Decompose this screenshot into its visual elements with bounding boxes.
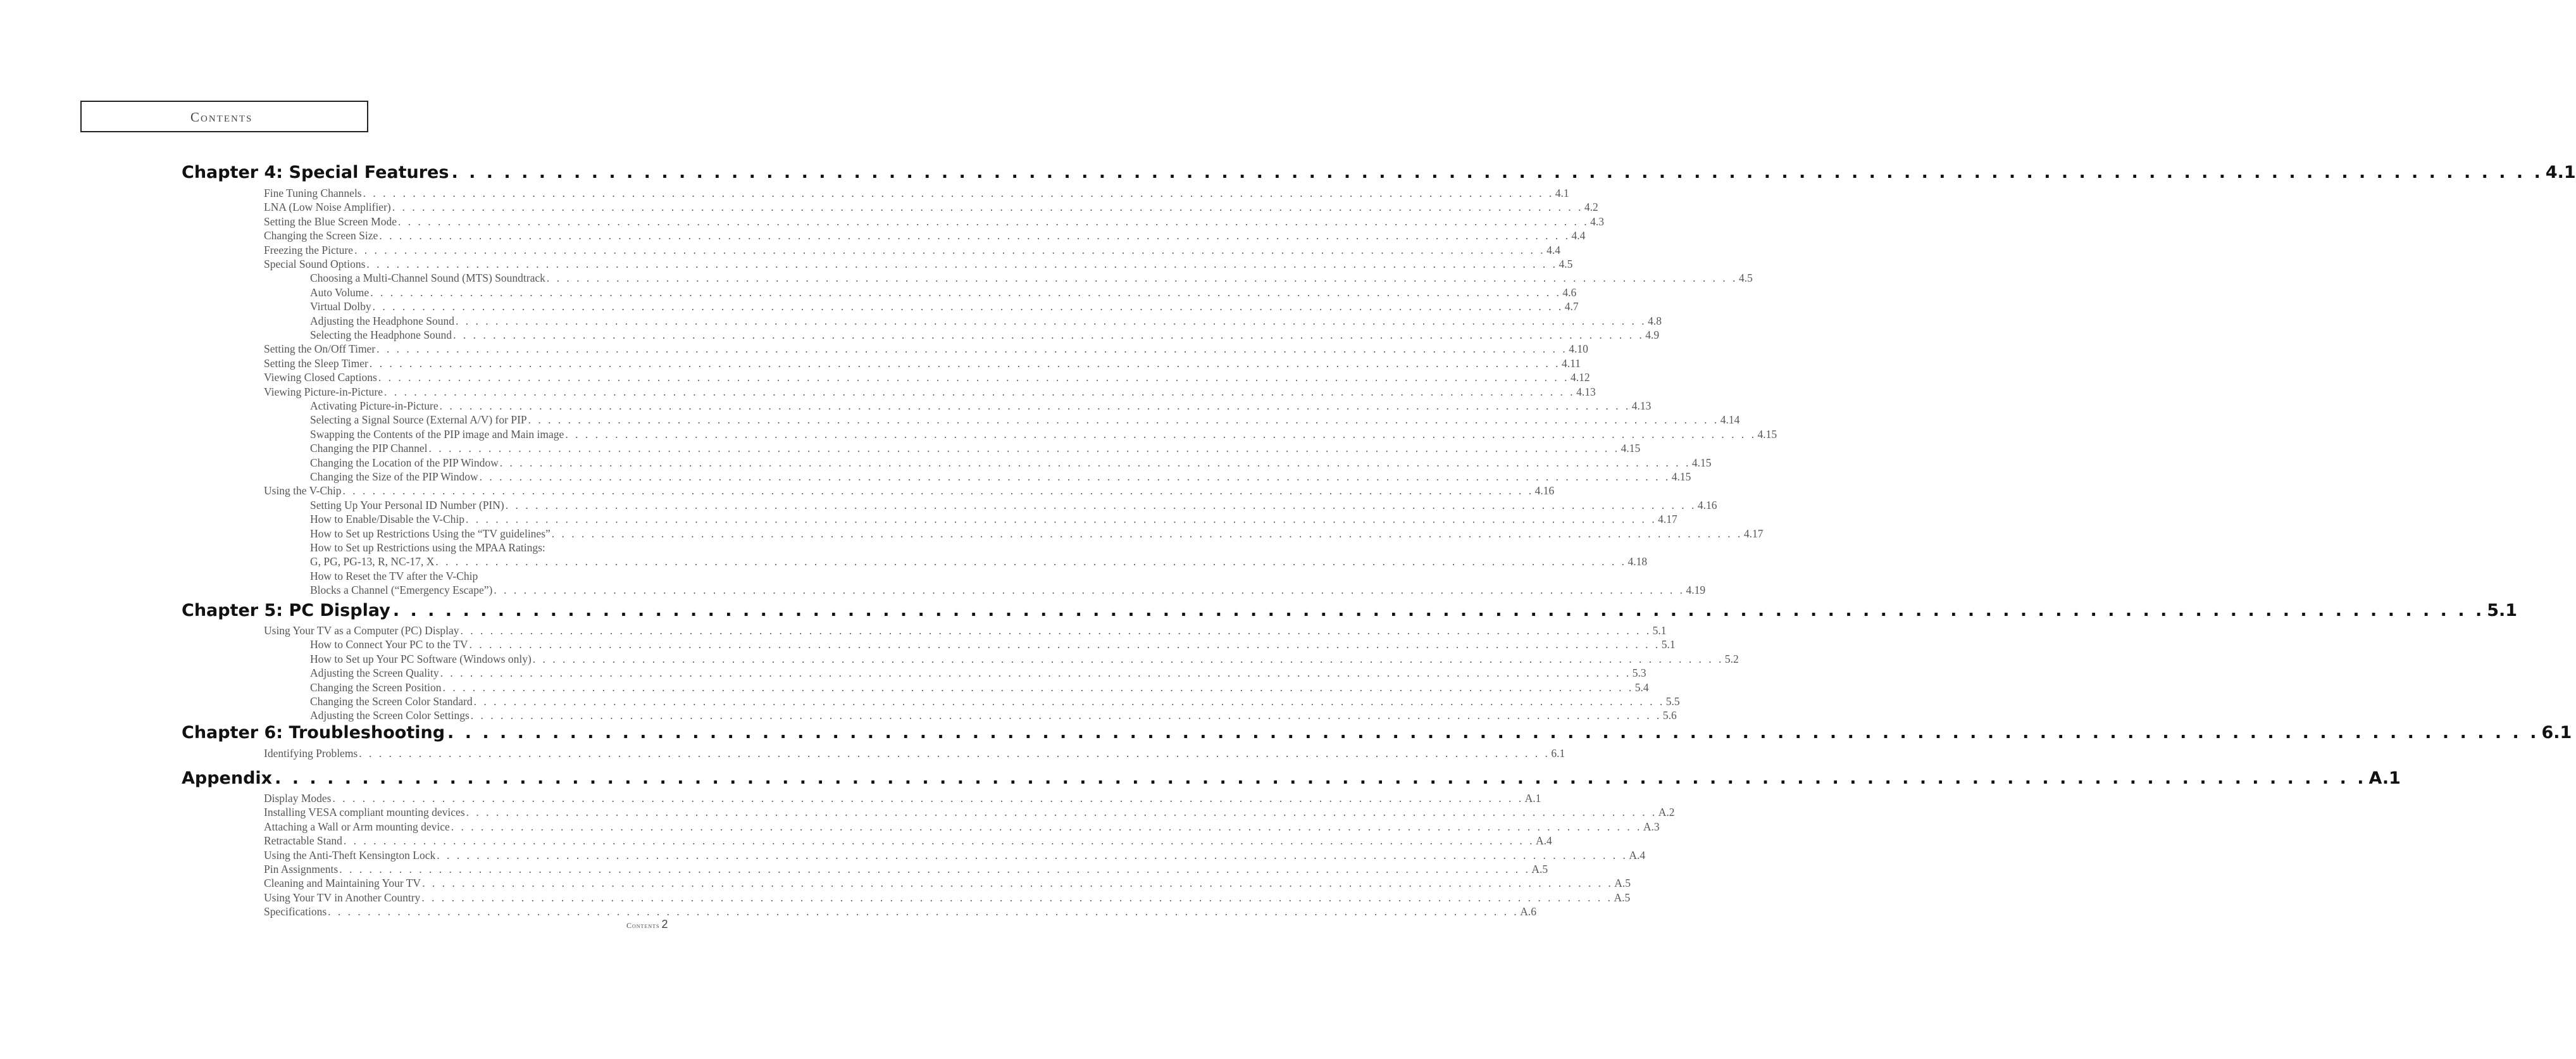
dot-leader: . . . . . . . . . . . . . . . . . . . . . . . . . . . . . . . . . . . . . . . . . . . . . . . . . . . . . . . . . . . . . . . . . . . . . . . . . . . . . . . . . . . . . . . . . . . . . . . . . . . . . . . . . . . . . . . . . . . . . . . . <box>479 470 1671 483</box>
dot-leader: . . . . . . . . . . . . . . . . . . . . . . . . . . . . . . . . . . . . . . . . . . . . . . . . . . . . . . . . . . . . . . . . . . . . . . . . . . . . . . . . . . . . . . . . . . . . . . . . . . . . . . . . . . . . . . . . . . . . . . . . <box>437 848 1628 862</box>
toc-entry-page-number: 4.6 <box>1562 285 1577 299</box>
toc-entry-page-number: A.4 <box>1629 848 1646 862</box>
toc-entry <box>264 820 1660 834</box>
toc-entry <box>264 215 1604 229</box>
toc-entry-title: Changing the Screen Color Standard <box>310 695 473 708</box>
toc-entry-title: Special Sound Options <box>264 258 366 270</box>
toc-entry-title: Changing the PIP Channel <box>310 442 428 455</box>
toc-entry <box>310 637 1676 651</box>
dot-leader: . . . . . . . . . . . . . . . . . . . . . . . . . . . . . . . . . . . . . . . . . . . . . . . . . . . . . . . . . . . . . . . . . . . . . . . . . . . . . . . . . . . . . . . . . . . . . . . . . . . . . . . . . . . . . . . . . . . . . . . . <box>451 163 2543 182</box>
chapter-title: Chapter 4: Special Features <box>182 163 449 182</box>
toc-entry <box>264 186 1569 200</box>
dot-leader: . . . . . . . . . . . . . . . . . . . . . . . . . . . . . . . . . . . . . . . . . . . . . . . . . . . . . . . . . . . . . . . . . . . . . . . . . . . . . . . . . . . . . . . . . . . . . . . . . . . . . . . . . . . . . . . . . . . . . . . . <box>372 300 1564 313</box>
dot-leader: . . . . . . . . . . . . . . . . . . . . . . . . . . . . . . . . . . . . . . . . . . . . . . . . . . . . . . . . . . . . . . . . . . . . . . . . . . . . . . . . . . . . . . . . . . . . . . . . . . . . . . . . . . . . . . . . . . . . . . . . <box>565 427 1757 441</box>
chapter-heading <box>182 764 2401 788</box>
toc-entry <box>310 666 1646 680</box>
toc-entry-title: Swapping the Contents of the PIP image and Main image <box>310 427 564 441</box>
dot-leader: . . . . . . . . . . . . . . . . . . . . . . . . . . . . . . . . . . . . . . . . . . . . . . . . . . . . . . . . . . . . . . . . . . . . . . . . . . . . . . . . . . . . . . . . . . . . . . . . . . . . . . . . . . . . . . . . . . . . . . . . <box>343 834 1535 848</box>
toc-entry-title: Virtual Dolby <box>310 300 371 313</box>
toc-entry-page-number: A.2 <box>1658 806 1675 819</box>
toc-entry <box>310 271 1753 285</box>
toc-entry-title: Setting the On/Off Timer <box>264 342 376 356</box>
toc-entry-title: Setting Up Your Personal ID Number (PIN) <box>310 498 504 511</box>
toc-entry-page-number: 4.7 <box>1564 300 1579 313</box>
chapter-title: Appendix <box>182 768 273 788</box>
toc-entry-title: How to Set up Your PC Software (Windows only) <box>310 652 532 665</box>
page-footer <box>626 918 668 931</box>
chapter-page-number: 6.1 <box>2541 723 2572 743</box>
toc-entry <box>310 652 1739 666</box>
dot-leader: . . . . . . . . . . . . . . . . . . . . . . . . . . . . . . . . . . . . . . . . . . . . . . . . . . . . . . . . . . . . . . . . . . . . . . . . . . . . . . . . . . . . . . . . . . . . . . . . . . . . . . . . . . . . . . . . . . . . . . . . <box>397 215 1590 228</box>
dot-leader: . . . . . . . . . . . . . . . . . . . . . . . . . . . . . . . . . . . . . . . . . . . . . . . . . . . . . . . . . . . . . . . . . . . . . . . . . . . . . . . . . . . . . . . . . . . . . . . . . . . . . . . . . . . . . . . . . . . . . . . . <box>470 709 1662 722</box>
toc-entry <box>310 498 1717 512</box>
toc-entry-title: Selecting a Signal Source (External A/V) for PIP <box>310 413 527 427</box>
dot-leader: . . . . . . . . . . . . . . . . . . . . . . . . . . . . . . . . . . . . . . . . . . . . . . . . . . . . . . . . . . . . . . . . . . . . . . . . . . . . . . . . . . . . . . . . . . . . . . . . . . . . . . . . . . . . . . . . . . . . . . . . <box>366 258 1558 270</box>
dot-leader: . . . . . . . . . . . . . . . . . . . . . . . . . . . . . . . . . . . . . . . . . . . . . . . . . . . . . . . . . . . . . . . . . . . . . . . . . . . . . . . . . . . . . . . . . . . . . . . . . . . . . . . . . . . . . . . . . . . . . . . . <box>473 695 1665 708</box>
dot-leader: . . . . . . . . . . . . . . . . . . . . . . . . . . . . . . . . . . . . . . . . . . . . . . . . . . . . . . . . . . . . . . . . . . . . . . . . . . . . . . . . . . . . . . . . . . . . . . . . . . . . . . . . . . . . . . . . . . . . . . . . <box>505 498 1696 511</box>
toc-entry <box>264 746 1565 760</box>
dot-leader: . . . . . . . . . . . . . . . . . . . . . . . . . . . . . . . . . . . . . . . . . . . . . . . . . . . . . . . . . . . . . . . . . . . . . . . . . . . . . . . . . . . . . . . . . . . . . . . . . . . . . . . . . . . . . . . . . . . . . . . . <box>392 201 1583 214</box>
dot-leader: . . . . . . . . . . . . . . . . . . . . . . . . . . . . . . . . . . . . . . . . . . . . . . . . . . . . . . . . . . . . . . . . . . . . . . . . . . . . . . . . . . . . . . . . . . . . . . . . . . . . . . . . . . . . . . . . . . . . . . . . <box>447 723 2539 743</box>
toc-entry <box>264 200 1598 214</box>
dot-leader: . . . . . . . . . . . . . . . . . . . . . . . . . . . . . . . . . . . . . . . . . . . . . . . . . . . . . . . . . . . . . . . . . . . . . . . . . . . . . . . . . . . . . . . . . . . . . . . . . . . . . . . . . . . . . . . . . . . . . . . . <box>392 601 2485 620</box>
toc-entry-title: Viewing Closed Captions <box>264 371 377 384</box>
chapter-page-number: 5.1 <box>2487 601 2518 620</box>
dot-leader: . . . . . . . . . . . . . . . . . . . . . . . . . . . . . . . . . . . . . . . . . . . . . . . . . . . . . . . . . . . . . . . . . . . . . . . . . . . . . . . . . . . . . . . . . . . . . . . . . . . . . . . . . . . . . . . . . . . . . . . . <box>442 680 1634 694</box>
dot-leader: . . . . . . . . . . . . . . . . . . . . . . . . . . . . . . . . . . . . . . . . . . . . . . . . . . . . . . . . . . . . . . . . . . . . . . . . . . . . . . . . . . . . . . . . . . . . . . . . . . . . . . . . . . . . . . . . . . . . . . . . <box>453 329 1645 341</box>
toc-entry-title: Setting the Sleep Timer <box>264 356 368 370</box>
dot-leader: . . . . . . . . . . . . . . . . . . . . . . . . . . . . . . . . . . . . . . . . . . . . . . . . . . . . . . . . . . . . . . . . . . . . . . . . . . . . . . . . . . . . . . . . . . . . . . . . . . . . . . . . . . . . . . . . . . . . . . . . <box>379 229 1571 242</box>
dot-leader: . . . . . . . . . . . . . . . . . . . . . . . . . . . . . . . . . . . . . . . . . . . . . . . . . . . . . . . . . . . . . . . . . . . . . . . . . . . . . . . . . . . . . . . . . . . . . . . . . . . . . . . . . . . . . . . . . . . . . . . . <box>369 356 1560 370</box>
toc-entry-page-number: 5.5 <box>1665 695 1680 708</box>
toc-entry-title: G, PG, PG-13, R, NC-17, X <box>310 555 435 568</box>
dot-leader: . . . . . . . . . . . . . . . . . . . . . . . . . . . . . . . . . . . . . . . . . . . . . . . . . . . . . . . . . . . . . . . . . . . . . . . . . . . . . . . . . . . . . . . . . . . . . . . . . . . . . . . . . . . . . . . . . . . . . . . . <box>342 484 1534 498</box>
toc-entry-title: Changing the Location of the PIP Window <box>310 456 499 469</box>
toc-entry-page-number: 5.6 <box>1662 709 1677 722</box>
chapter-title: Chapter 6: Troubleshooting <box>182 723 445 743</box>
toc-entry-page-number: A.1 <box>1524 792 1541 805</box>
dot-leader: . . . . . . . . . . . . . . . . . . . . . . . . . . . . . . . . . . . . . . . . . . . . . . . . . . . . . . . . . . . . . . . . . . . . . . . . . . . . . . . . . . . . . . . . . . . . . . . . . . . . . . . . . . . . . . . . . . . . . . . . <box>546 272 1738 285</box>
toc-entry <box>264 805 1675 819</box>
toc-entry-title: LNA (Low Noise Amplifier) <box>264 201 391 214</box>
toc-entry-title: How to Connect Your PC to the TV <box>310 638 468 651</box>
toc-entry-page-number: 4.12 <box>1570 371 1590 384</box>
toc-entry-title: Changing the Screen Size <box>264 229 378 242</box>
toc-entry-page-number: 4.17 <box>1658 513 1677 526</box>
toc-entry <box>310 456 1712 470</box>
toc-entry <box>310 694 1680 708</box>
toc-entry <box>310 512 1677 526</box>
toc-entry <box>264 834 1552 848</box>
toc-entry-page-number: 5.4 <box>1634 680 1649 694</box>
toc-entry-title: Changing the Size of the PIP Window <box>310 470 478 483</box>
toc-entry-title: Attaching a Wall or Arm mounting device <box>264 820 450 833</box>
toc-entry <box>310 299 1579 313</box>
dot-leader: . . . . . . . . . . . . . . . . . . . . . . . . . . . . . . . . . . . . . . . . . . . . . . . . . . . . . . . . . . . . . . . . . . . . . . . . . . . . . . . . . . . . . . . . . . . . . . . . . . . . . . . . . . . . . . . . . . . . . . . . <box>354 243 1546 256</box>
toc-entry-page-number: 4.18 <box>1627 555 1648 568</box>
toc-entry-page-number: A.4 <box>1536 834 1552 848</box>
chapter-heading <box>182 158 2576 182</box>
header-box <box>80 101 368 132</box>
dot-leader: . . . . . . . . . . . . . . . . . . . . . . . . . . . . . . . . . . . . . . . . . . . . . . . . . . . . . . . . . . . . . . . . . . . . . . . . . . . . . . . . . . . . . . . . . . . . . . . . . . . . . . . . . . . . . . . . . . . . . . . . <box>378 371 1569 384</box>
toc-entry-title: How to Enable/Disable the V-Chip <box>310 513 465 526</box>
toc-entry-title: Fine Tuning Channels <box>264 187 362 199</box>
dot-leader: . . . . . . . . . . . . . . . . . . . . . . . . . . . . . . . . . . . . . . . . . . . . . . . . . . . . . . . . . . . . . . . . . . . . . . . . . . . . . . . . . . . . . . . . . . . . . . . . . . . . . . . . . . . . . . . . . . . . . . . . <box>466 806 1657 819</box>
toc-entry-title: Freezing the Picture <box>264 243 353 256</box>
toc-entry-title: How to Reset the TV after the V-Chip <box>310 569 478 582</box>
toc-entry <box>310 583 1706 597</box>
toc-entry-page-number: 4.3 <box>1590 215 1604 228</box>
toc-entry-page-number: 4.15 <box>1691 456 1712 469</box>
toc-entry <box>310 441 1641 455</box>
toc-entry-page-number: 4.5 <box>1738 272 1753 285</box>
toc-entry <box>264 484 1555 498</box>
toc-entry-title: Specifications <box>264 905 327 918</box>
toc-entry-page-number: 5.1 <box>1652 624 1667 637</box>
toc-entry-page-number: 5.2 <box>1724 652 1739 665</box>
toc-entry <box>264 905 1537 918</box>
chapter-page-number: 4.1 <box>2545 163 2576 182</box>
toc-entry <box>310 399 1652 413</box>
toc-entry-page-number: 4.4 <box>1571 229 1586 242</box>
dot-leader: . . . . . . . . . . . . . . . . . . . . . . . . . . . . . . . . . . . . . . . . . . . . . . . . . . . . . . . . . . . . . . . . . . . . . . . . . . . . . . . . . . . . . . . . . . . . . . . . . . . . . . . . . . . . . . . . . . . . . . . . <box>363 187 1554 199</box>
toc-entry <box>310 328 1660 342</box>
toc-entry-title: Changing the Screen Position <box>310 680 442 694</box>
dot-leader: . . . . . . . . . . . . . . . . . . . . . . . . . . . . . . . . . . . . . . . . . . . . . . . . . . . . . . . . . . . . . . . . . . . . . . . . . . . . . . . . . . . . . . . . . . . . . . . . . . . . . . . . . . . . . . . . . . . . . . . . <box>384 385 1576 398</box>
toc-entry-page-number: 4.15 <box>1671 470 1691 483</box>
toc-entry <box>264 862 1548 876</box>
dot-leader: . . . . . . . . . . . . . . . . . . . . . . . . . . . . . . . . . . . . . . . . . . . . . . . . . . . . . . . . . . . . . . . . . . . . . . . . . . . . . . . . . . . . . . . . . . . . . . . . . . . . . . . . . . . . . . . . . . . . . . . . <box>451 820 1642 833</box>
toc-entry <box>310 470 1691 484</box>
chapter-heading <box>182 718 2572 743</box>
toc-entry-page-number: 4.19 <box>1686 584 1706 597</box>
toc-entry-title: Retractable Stand <box>264 834 342 848</box>
dot-leader: . . . . . . . . . . . . . . . . . . . . . . . . . . . . . . . . . . . . . . . . . . . . . . . . . . . . . . . . . . . . . . . . . . . . . . . . . . . . . . . . . . . . . . . . . . . . . . . . . . . . . . . . . . . . . . . . . . . . . . . . <box>339 863 1531 875</box>
toc-entry-title: Using the V-Chip <box>264 484 342 498</box>
toc-entry-page-number: 4.8 <box>1648 314 1662 327</box>
toc-entry <box>310 314 1662 328</box>
toc-entry-page-number: A.5 <box>1614 877 1631 890</box>
dot-leader: . . . . . . . . . . . . . . . . . . . . . . . . . . . . . . . . . . . . . . . . . . . . . . . . . . . . . . . . . . . . . . . . . . . . . . . . . . . . . . . . . . . . . . . . . . . . . . . . . . . . . . . . . . . . . . . . . . . . . . . . <box>370 285 1562 299</box>
toc-entry-title: Installing VESA compliant mounting devices <box>264 806 465 819</box>
toc-entry-title: Adjusting the Screen Color Settings <box>310 709 470 722</box>
toc-entry-page-number: 4.13 <box>1576 385 1596 398</box>
toc-entry-title: How to Set up Restrictions Using the “TV guidelines” <box>310 527 551 540</box>
toc-entry-page-number: 4.15 <box>1757 427 1777 441</box>
dot-leader: . . . . . . . . . . . . . . . . . . . . . . . . . . . . . . . . . . . . . . . . . . . . . . . . . . . . . . . . . . . . . . . . . . . . . . . . . . . . . . . . . . . . . . . . . . . . . . . . . . . . . . . . . . . . . . . . . . . . . . . . <box>435 555 1627 568</box>
toc-entry <box>310 427 1777 441</box>
dot-leader: . . . . . . . . . . . . . . . . . . . . . . . . . . . . . . . . . . . . . . . . . . . . . . . . . . . . . . . . . . . . . . . . . . . . . . . . . . . . . . . . . . . . . . . . . . . . . . . . . . . . . . . . . . . . . . . . . . . . . . . . <box>428 442 1620 455</box>
dot-leader: . . . . . . . . . . . . . . . . . . . . . . . . . . . . . . . . . . . . . . . . . . . . . . . . . . . . . . . . . . . . . . . . . . . . . . . . . . . . . . . . . . . . . . . . . . . . . . . . . . . . . . . . . . . . . . . . . . . . . . . . <box>499 456 1691 469</box>
toc-entry-page-number: 4.17 <box>1743 527 1764 540</box>
dot-leader: . . . . . . . . . . . . . . . . . . . . . . . . . . . . . . . . . . . . . . . . . . . . . . . . . . . . . . . . . . . . . . . . . . . . . . . . . . . . . . . . . . . . . . . . . . . . . . . . . . . . . . . . . . . . . . . . . . . . . . . . <box>440 667 1631 680</box>
dot-leader: . . . . . . . . . . . . . . . . . . . . . . . . . . . . . . . . . . . . . . . . . . . . . . . . . . . . . . . . . . . . . . . . . . . . . . . . . . . . . . . . . . . . . . . . . . . . . . . . . . . . . . . . . . . . . . . . . . . . . . . . <box>455 314 1647 327</box>
dot-leader: . . . . . . . . . . . . . . . . . . . . . . . . . . . . . . . . . . . . . . . . . . . . . . . . . . . . . . . . . . . . . . . . . . . . . . . . . . . . . . . . . . . . . . . . . . . . . . . . . . . . . . . . . . . . . . . . . . . . . . . . <box>422 877 1614 890</box>
toc-entry <box>264 848 1646 862</box>
toc-entry-page-number: 4.16 <box>1697 498 1717 511</box>
toc-entry-page-number: 4.14 <box>1720 413 1740 427</box>
toc-entry-page-number: 4.4 <box>1546 243 1560 256</box>
page-number: 2 <box>661 918 668 931</box>
dot-leader: . . . . . . . . . . . . . . . . . . . . . . . . . . . . . . . . . . . . . . . . . . . . . . . . . . . . . . . . . . . . . . . . . . . . . . . . . . . . . . . . . . . . . . . . . . . . . . . . . . . . . . . . . . . . . . . . . . . . . . . . <box>460 624 1652 637</box>
toc-entry <box>310 527 1764 541</box>
toc-entry-title: Auto Volume <box>310 285 370 299</box>
toc-entry-page-number: 4.11 <box>1561 356 1581 370</box>
dot-leader: . . . . . . . . . . . . . . . . . . . . . . . . . . . . . . . . . . . . . . . . . . . . . . . . . . . . . . . . . . . . . . . . . . . . . . . . . . . . . . . . . . . . . . . . . . . . . . . . . . . . . . . . . . . . . . . . . . . . . . . . <box>469 638 1660 651</box>
toc-entry-title: How to Set up Restrictions using the MPAA Ratings: <box>310 541 545 554</box>
toc-entry-page-number: A.6 <box>1520 905 1537 918</box>
toc-entry-page-number: 4.9 <box>1645 329 1660 341</box>
toc-entry <box>310 285 1577 299</box>
dot-leader: . . . . . . . . . . . . . . . . . . . . . . . . . . . . . . . . . . . . . . . . . . . . . . . . . . . . . . . . . . . . . . . . . . . . . . . . . . . . . . . . . . . . . . . . . . . . . . . . . . . . . . . . . . . . . . . . . . . . . . . . <box>439 399 1631 412</box>
chapter-page-number: A.1 <box>2368 768 2401 788</box>
dot-leader: . . . . . . . . . . . . . . . . . . . . . . . . . . . . . . . . . . . . . . . . . . . . . . . . . . . . . . . . . . . . . . . . . . . . . . . . . . . . . . . . . . . . . . . . . . . . . . . . . . . . . . . . . . . . . . . . . . . . . . . . <box>466 513 1657 526</box>
toc-entry-title: Activating Picture-in-Picture <box>310 399 439 412</box>
dot-leader: . . . . . . . . . . . . . . . . . . . . . . . . . . . . . . . . . . . . . . . . . . . . . . . . . . . . . . . . . . . . . . . . . . . . . . . . . . . . . . . . . . . . . . . . . . . . . . . . . . . . . . . . . . . . . . . . . . . . . . . . <box>359 747 1550 760</box>
toc-entry-page-number: 4.10 <box>1569 342 1588 356</box>
toc-entry-page-number: 4.13 <box>1631 399 1652 412</box>
toc-entry-title: Identifying Problems <box>264 747 358 760</box>
toc-entry-title: Setting the Blue Screen Mode <box>264 215 397 228</box>
toc-entry-page-number: A.3 <box>1643 820 1660 833</box>
footer-label: Contents <box>626 921 660 930</box>
toc-entry-title: Viewing Picture-in-Picture <box>264 385 383 398</box>
header-title: Contents <box>190 110 253 125</box>
toc-entry <box>310 541 633 555</box>
toc-entry <box>264 891 1631 905</box>
toc-entry-title: Selecting the Headphone Sound <box>310 329 452 341</box>
chapter-heading <box>182 596 2518 620</box>
toc-entry-page-number: 5.1 <box>1661 638 1676 651</box>
toc-entry-title: Using Your TV in Another Country <box>264 891 421 904</box>
toc-entry-page-number: 5.3 <box>1632 667 1646 680</box>
toc-entry <box>264 356 1581 370</box>
toc-entry-title: Using the Anti-Theft Kensington Lock <box>264 848 436 862</box>
dot-leader: . . . . . . . . . . . . . . . . . . . . . . . . . . . . . . . . . . . . . . . . . . . . . . . . . . . . . . . . . . . . . . . . . . . . . . . . . . . . . . . . . . . . . . . . . . . . . . . . . . . . . . . . . . . . . . . . . . . . . . . . <box>494 584 1685 597</box>
toc-entry-title: Pin Assignments <box>264 863 339 875</box>
dot-leader: . . . . . . . . . . . . . . . . . . . . . . . . . . . . . . . . . . . . . . . . . . . . . . . . . . . . . . . . . . . . . . . . . . . . . . . . . . . . . . . . . . . . . . . . . . . . . . . . . . . . . . . . . . . . . . . . . . . . . . . . <box>532 652 1724 665</box>
toc-entry-title: Adjusting the Screen Quality <box>310 667 439 680</box>
chapter-title: Chapter 5: PC Display <box>182 601 390 620</box>
toc-entry <box>264 791 1541 805</box>
dot-leader: . . . . . . . . . . . . . . . . . . . . . . . . . . . . . . . . . . . . . . . . . . . . . . . . . . . . . . . . . . . . . . . . . . . . . . . . . . . . . . . . . . . . . . . . . . . . . . . . . . . . . . . . . . . . . . . . . . . . . . . . <box>421 891 1613 904</box>
dot-leader: . . . . . . . . . . . . . . . . . . . . . . . . . . . . . . . . . . . . . . . . . . . . . . . . . . . . . . . . . . . . . . . . . . . . . . . . . . . . . . . . . . . . . . . . . . . . . . . . . . . . . . . . . . . . . . . . . . . . . . . . <box>376 342 1568 356</box>
toc-entry <box>310 680 1649 694</box>
toc-entry <box>264 243 1560 257</box>
toc-entry-title: Cleaning and Maintaining Your TV <box>264 877 421 890</box>
toc-entry-title: Using Your TV as a Computer (PC) Display <box>264 624 459 637</box>
toc-entry-page-number: A.5 <box>1531 863 1548 875</box>
dot-leader: . . . . . . . . . . . . . . . . . . . . . . . . . . . . . . . . . . . . . . . . . . . . . . . . . . . . . . . . . . . . . . . . . . . . . . . . . . . . . . . . . . . . . . . . . . . . . . . . . . . . . . . . . . . . . . . . . . . . . . . . <box>275 768 2367 788</box>
toc-entry-page-number: 6.1 <box>1551 747 1565 760</box>
toc-entry <box>310 555 1648 568</box>
toc-entry <box>264 229 1586 242</box>
toc-entry <box>264 257 1573 271</box>
dot-leader: . . . . . . . . . . . . . . . . . . . . . . . . . . . . . . . . . . . . . . . . . . . . . . . . . . . . . . . . . . . . . . . . . . . . . . . . . . . . . . . . . . . . . . . . . . . . . . . . . . . . . . . . . . . . . . . . . . . . . . . . <box>528 413 1719 427</box>
toc-entry-page-number: 4.15 <box>1621 442 1641 455</box>
toc-entry-page-number: A.5 <box>1614 891 1631 904</box>
toc-entry <box>264 342 1588 356</box>
toc-entry <box>264 623 1667 637</box>
toc-entry-title: Choosing a Multi-Channel Sound (MTS) Soundtrack <box>310 272 545 285</box>
toc-entry-page-number: 4.2 <box>1584 201 1598 214</box>
toc-entry-page-number: 4.16 <box>1534 484 1555 498</box>
toc-entry <box>264 370 1590 384</box>
dot-leader: . . . . . . . . . . . . . . . . . . . . . . . . . . . . . . . . . . . . . . . . . . . . . . . . . . . . . . . . . . . . . . . . . . . . . . . . . . . . . . . . . . . . . . . . . . . . . . . . . . . . . . . . . . . . . . . . . . . . . . . . <box>551 527 1743 540</box>
toc-entry-title: Adjusting the Headphone Sound <box>310 314 454 327</box>
toc-entry <box>264 876 1631 890</box>
toc-entry <box>264 385 1596 399</box>
toc-entry <box>310 413 1740 427</box>
toc-entry-title: Display Modes <box>264 792 332 805</box>
dot-leader: . . . . . . . . . . . . . . . . . . . . . . . . . . . . . . . . . . . . . . . . . . . . . . . . . . . . . . . . . . . . . . . . . . . . . . . . . . . . . . . . . . . . . . . . . . . . . . . . . . . . . . . . . . . . . . . . . . . . . . . . <box>332 792 1524 805</box>
toc-entry-title: Blocks a Channel (“Emergency Escape”) <box>310 584 493 597</box>
toc-entry-page-number: 4.1 <box>1555 187 1569 199</box>
dot-leader: . . . . . . . . . . . . . . . . . . . . . . . . . . . . . . . . . . . . . . . . . . . . . . . . . . . . . . . . . . . . . . . . . . . . . . . . . . . . . . . . . . . . . . . . . . . . . . . . . . . . . . . . . . . . . . . . . . . . . . . . <box>328 905 1519 918</box>
toc-entry-page-number: 4.5 <box>1559 258 1573 270</box>
toc-entry <box>310 569 633 583</box>
